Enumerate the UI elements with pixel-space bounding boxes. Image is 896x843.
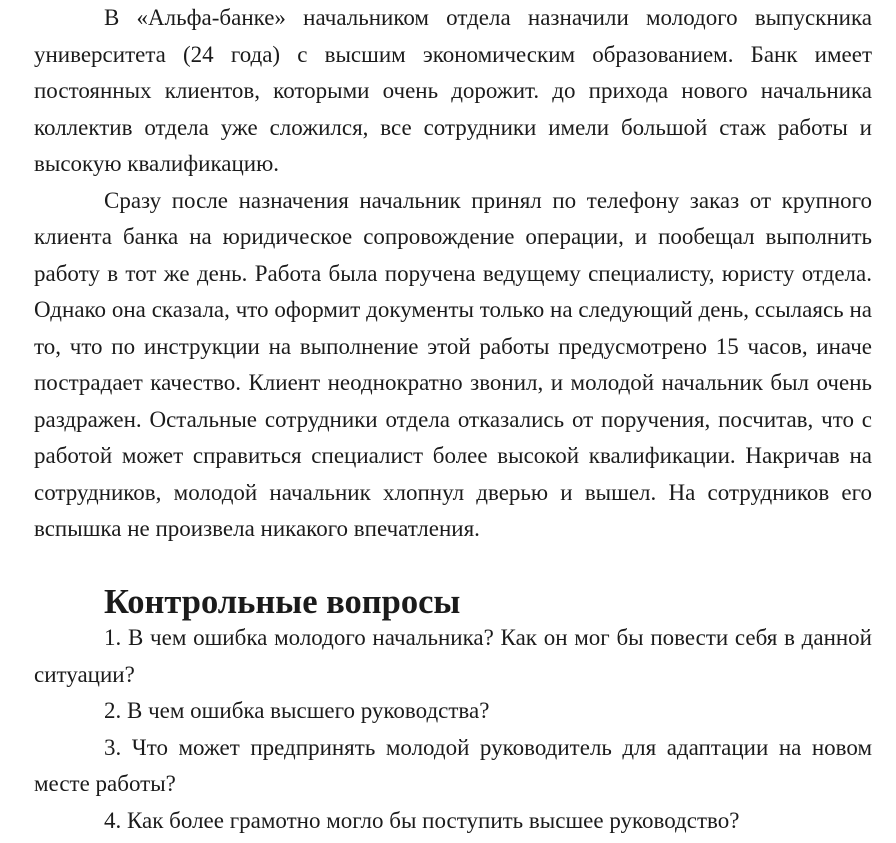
section-spacer [34,548,872,584]
question-item-4: 4. Как более грамотно могло бы поступить высшее руководство? [104,807,740,833]
questions-heading: Контрольные вопросы [104,582,461,621]
document-page [34,0,872,839]
case-paragraph-2: Сразу после назначения начальник принял по телефону заказ от крупного клиента банка на юридическое сопровождение операции, и пообещал выполнить работу в тот же день. Работа была поручена ведущему специалисту, юристу отдела. Однако она сказала, что оформит документы только на следующий день, ссылаясь на то, что по инструкции на выполнение этой работы предусмотрено 15 часов, иначе пострадает качество. Клиент неоднократно звонил, и молодой начальник был очень раздражен. Остальные сотрудники отдела отказались от поручения, посчитав, что с работой может справиться специалист более высокой квалификации. Накричав на сотрудников, молодой начальник хлопнул дверью и вышел. На сотрудников его вспышка не произвела никакого впечатления. [34,187,872,541]
question-item-1: 1. В чем ошибка молодого начальника? Как он мог бы повести себя в данной ситуации? [34,625,872,687]
question-item-3: 3. Что может предпринять молодой руководитель для адаптации на новом месте работы? [34,734,872,796]
case-paragraph-1: В «Альфа-банке» начальником отдела назначили молодого выпускника университета (24 года) с высшим экономическим образованием. Банк имеет постоянных клиентов, которыми очень дорожит. до прихода нового начальника коллектив отдела уже сложился, все сотрудники имели большой стаж работы и высокую квалификацию. [34,5,872,176]
questions-list [34,620,872,839]
question-item-2: 2. В чем ошибка высшего руководства? [104,698,490,723]
